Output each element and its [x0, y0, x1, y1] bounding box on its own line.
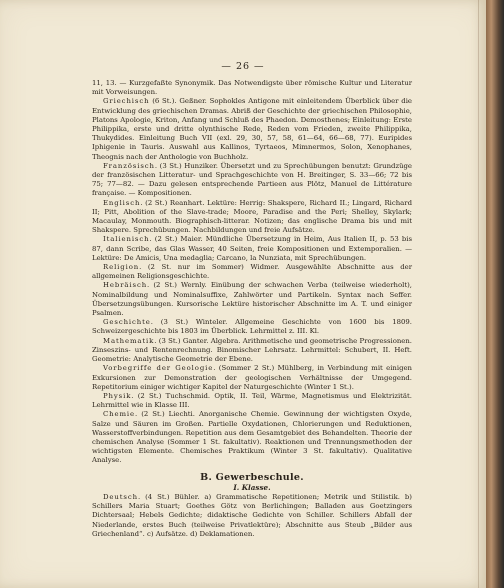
entry-deutsch	[92, 493, 412, 539]
subject-label: Mathematik	[103, 336, 155, 345]
entry-italienisch	[92, 235, 412, 263]
entry-englisch	[92, 199, 412, 236]
subject-label: Deutsch	[103, 492, 138, 501]
entry-geologie	[92, 364, 412, 392]
page-fold-line	[478, 0, 479, 588]
entry-physik	[92, 392, 412, 410]
class-heading: I. Klasse.	[233, 482, 271, 492]
entry-mathematik	[92, 337, 412, 365]
entry-griechisch	[92, 97, 412, 161]
document-body	[92, 79, 412, 539]
entry-text: . (2 St.) Tuchschmid. Optik, II. Teil, Wärme, Magnetismus und Elektrizität. Lehrmittel wie in Klasse III.	[92, 391, 412, 410]
book-edge	[486, 0, 504, 588]
subject-label: Englisch	[103, 198, 141, 207]
entry-chemie	[92, 410, 412, 465]
entry-latin-continuation	[92, 79, 412, 97]
section-heading: B. Gewerbeschule.	[200, 471, 304, 483]
subject-label: Chemie	[103, 410, 136, 419]
page-number: — 26 —	[221, 61, 265, 72]
subject-label: Französisch	[103, 161, 155, 170]
entry-text: . (2 St.) Wernly. Einübung der schwachen Verba (teilweise wiederholt), Nominalbildung und Nominalsuffixe, Zahlwörter und Partikeln. Syntax nach Seffer. Übersetzungsübungen. Kursorische Lektüre historischer Abschnitte im A. T. und einiger Psalmen.	[92, 281, 412, 318]
entry-text: . (Sommer 2 St.) Mühlberg, in Verbindung mit einigen Exkursionen zur Demonstration der geologischen Verhältnisse der Umgegend. Repetitorium einiger wichtiger Kapitel der Naturgeschichte (Winter 1 St.).	[92, 364, 412, 391]
subject-label: Italienisch	[103, 235, 150, 244]
entry-text: . (2 St.) Reanhart. Lektüre: Herrig: Shakspere, Richard II.; Lingard, Richard II; Pitt, Abolition of the Slave-trade; Moore, Paradise and the Peri; Shelley, Skylark; Macaulay, Monmouth. Biographisch-litterar. Notizen; das englische Drama bis und mit Shakspere. Sprechübungen. Nachbildungen und freie Aufsätze.	[92, 198, 412, 235]
entry-text: . (3 St.) Winteler. Allgemeine Geschichte von 1600 bis 1809. Schweizergeschichte bis 1803 im Überblick. Lehrmittel z. III. Kl.	[92, 318, 412, 336]
subject-label: Religion	[103, 263, 140, 272]
entry-text: . (3 St.) Ganter. Algebra. Arithmetische und geometrische Progressionen. Zinseszins- und Rentenrechnung. Binomischer Lehrsatz. Lehrmittel: Schubert, II. Heft. Geometrie: Analytische Geometrie der Ebene.	[92, 336, 412, 364]
entry-geschichte	[92, 318, 412, 336]
entry-text: . (2 St.) Maier. Mündliche Übersetzung in Heim, Aus Italien II, p. 53 bis 87, dann Scribe, das Glas Wasser, 40 Seiten, freie Kompositionen und Extemporalien. — Lektüre: De Amicis, Una medaglia; Carcano, la Nunziata, mit Sprechübungen.	[92, 235, 412, 262]
subject-label: Griechisch	[103, 97, 150, 106]
subject-label: Vorbegriffe der Geologie	[103, 364, 214, 373]
entry-hebraeisch	[92, 281, 412, 318]
entry-text: . (4 St.) Bühler. a) Grammatische Repetitionen; Metrik und Stilistik. b) Schillers Maria Stuart; Goethes Götz von Berlichingen; Balladen aus Goetzingers Dichtersaal; Hebels Gedichte; didaktische Gedichte von Schiller. Schillers Abfall der Niederlande, erstes Buch (teilweise Privatlektüre); Abschnitte aus Steub „Bilder aus Griechenland“. c) Aufsätze. d) Deklamationen.	[92, 492, 412, 538]
entry-franzoesisch	[92, 162, 412, 199]
subject-label: Geschichte	[103, 318, 151, 327]
entry-text: (6 St.). Geßner. Sophokles Antigone mit einleitendem Überblick über die Entwicklung des griechischen Dramas. Abriß der Geschichte der griechischen Philosophie, Platons Apologie, Kriton, Anfang und Schluß des Phaedon. Demosthenes; Einleitung: Erste Philippika, erste und dritte olynthische Rede, Reden vom Frieden, zweite Philippika, Thukydides. Einleitung Buch VII (exl. 29, 30, 57, 58, 61—64, 66—68, 77). Euripides Iphigenie in Tauris. Auswahl aus Kallinos, Tyrtaeos, Mimnermos, Solon, Xenophanes, Theognis nach der Anthologie von Buchholz.	[92, 97, 412, 161]
entry-text: . (2 St.) Liechti. Anorganische Chemie. Gewinnung der wichtigsten Oxyde, Salze und Säuren im Großen. Partielle Oxydationen, Chlorierungen und Reduktionen, Wasserstoffverbindungen. Repetition aus dem Gesamtgebiet des Behandelten. Theorie der chemischen Analyse (Sommer 1 St. fakultativ). Reaktionen und Trennungsmethoden der wichtigsten Elemente. Chemisches Praktikum (Winter 3 St. fakultativ). Qualitative Analyse.	[92, 410, 412, 465]
entry-text: . (2 St. nur im Sommer) Widmer. Ausgewählte Abschnitte aus der allgemeinen Religionsgeschichte.	[92, 263, 412, 281]
entry-text: 11, 13. — Kurzgefaßte Synonymik. Das Notwendigste über römische Kultur und Literatur mit Vorweisungen.	[92, 79, 412, 97]
subject-label: Physik	[103, 391, 132, 400]
subject-label: Hebräisch	[103, 281, 148, 290]
entry-religion	[92, 263, 412, 281]
entry-text: . (3 St.) Hunziker. Übersetzt und zu Sprechübungen benutzt: Grundzüge der französischen Litteratur- und Sprachgeschichte von H. Breitinger, S. 33—66; 72 bis 75; 77—82. — Dazu gelesen entsprechende Partieen aus Plötz, Manuel de Littérature française. — Kompositionen.	[92, 161, 412, 198]
